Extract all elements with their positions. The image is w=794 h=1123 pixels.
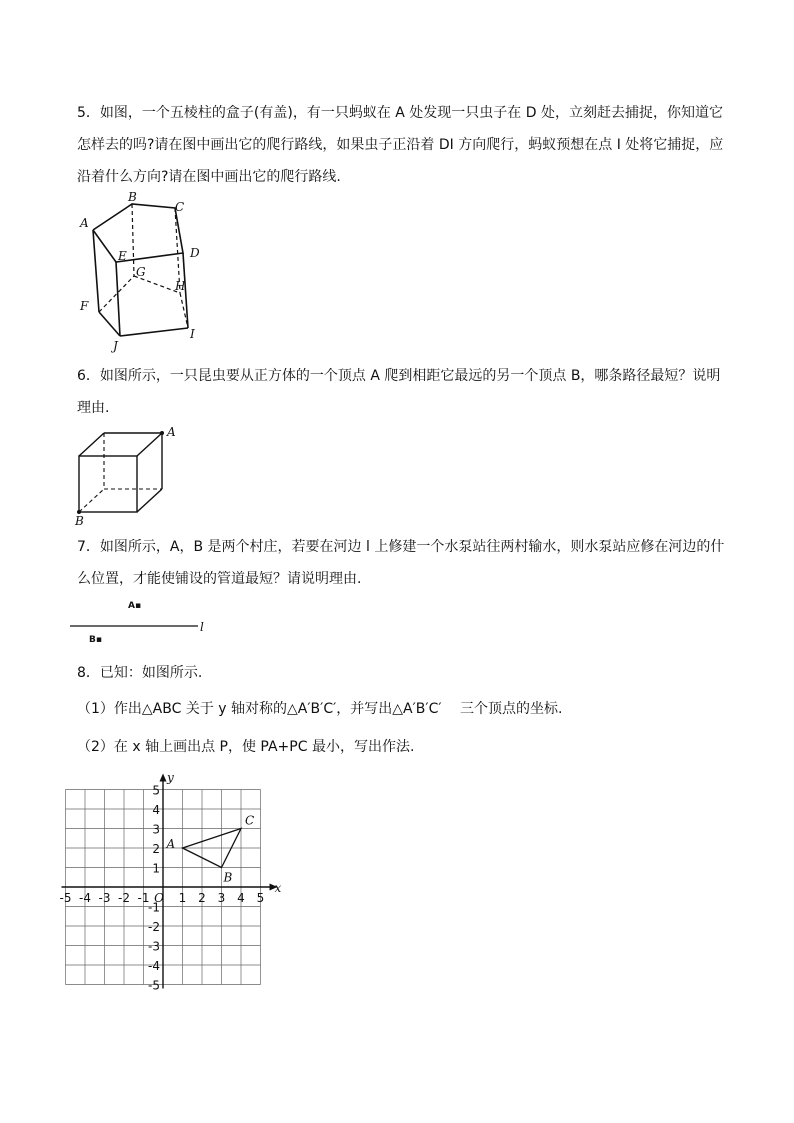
y-tick-label: -4 xyxy=(148,959,160,973)
village-b-label: B▪ xyxy=(89,635,102,645)
problem-8-question-1: （1）作出△ABC 关于 y 轴对称的△A′B′C′，并写出△A′B′C′ 三个顶点的坐标. xyxy=(77,701,563,717)
cube-label-a: A xyxy=(167,425,176,439)
origin-label: O xyxy=(154,891,164,905)
y-tick-label: -1 xyxy=(148,900,160,915)
x-tick-label: 3 xyxy=(217,891,226,905)
problem-7-text: 7．如图所示，A，B 是两个村庄，若要在河边 l 上修建一个水泵站往两村输水，则水泵站应修在河边的什么位置，才能使铺设的管道最短？请说明理由. xyxy=(77,539,725,587)
vertex-label-d: D xyxy=(190,246,200,260)
y-tick-label: 2 xyxy=(152,842,160,856)
x-axis-label: x xyxy=(274,881,282,895)
vertex-label-c: C xyxy=(175,200,185,214)
point-label-a: A xyxy=(166,837,176,851)
x-tick-label: 2 xyxy=(198,891,206,905)
problem-6-text: 6．如图所示，一只昆虫要从正方体的一个顶点 A 爬到相距它最远的另一个顶点 B，哪条路径最短？说明理由. xyxy=(77,368,721,416)
coordinate-grid-figure xyxy=(59,766,300,994)
vertex-label-a: A xyxy=(80,216,89,230)
y-tick-label: 5 xyxy=(152,783,160,798)
y-axis-label: y xyxy=(167,770,174,785)
y-tick-label: 4 xyxy=(152,803,160,817)
problem-8-intro: 8．已知：如图所示. xyxy=(77,665,203,681)
problem-5-text: 5．如图，一个五棱柱的盒子(有盖)，有一只蚂蚁在 A 处发现一只虫子在 D 处，立刻赶去捕捉，你知道它怎样去的吗?请在图中画出它的爬行路线，如果虫子正沿着 DI 方向爬行，蚂蚁预想在点 I 处将它捕捉，应沿着什么方向?请在图中画出它的爬行路线. xyxy=(77,105,724,185)
vertex-label-h: H xyxy=(175,279,186,293)
pentagonal-prism-figure xyxy=(72,190,222,355)
y-axis-arrow xyxy=(160,774,167,782)
x-tick-label: -1 xyxy=(137,891,150,905)
point-label-c: C xyxy=(245,813,255,828)
x-tick-label: -3 xyxy=(98,891,111,905)
y-tick-label: -2 xyxy=(148,920,160,934)
x-tick-label: 4 xyxy=(237,891,245,905)
cube-figure xyxy=(70,425,185,530)
point-label-b: B xyxy=(223,870,233,885)
x-tick-label: 5 xyxy=(256,891,265,905)
cube-label-b: B xyxy=(75,514,84,528)
y-tick-label: -3 xyxy=(148,939,160,954)
y-tick-label: 3 xyxy=(152,822,160,837)
x-tick-label: 1 xyxy=(178,891,187,905)
vertex-label-f: F xyxy=(80,299,89,313)
problem-8-question-2: （2）在 x 轴上画出点 P，使 PA+PC 最小，写出作法. xyxy=(77,739,415,755)
y-tick-label: 1 xyxy=(152,861,160,876)
river-l-label: l xyxy=(200,620,204,634)
village-a-label: A▪ xyxy=(128,601,142,611)
x-tick-label: -4 xyxy=(79,891,91,905)
river-villages-figure xyxy=(70,596,220,646)
y-tick-label: -5 xyxy=(148,978,160,993)
x-tick-label: -5 xyxy=(59,891,72,905)
vertex-label-i: I xyxy=(190,327,195,341)
vertex-label-b: B xyxy=(128,190,137,204)
vertex-label-e: E xyxy=(118,249,127,263)
x-tick-label: -2 xyxy=(118,891,130,905)
vertex-label-j: J xyxy=(113,339,118,353)
vertex-label-g: G xyxy=(136,265,146,279)
vertex-a-dot xyxy=(160,431,164,435)
